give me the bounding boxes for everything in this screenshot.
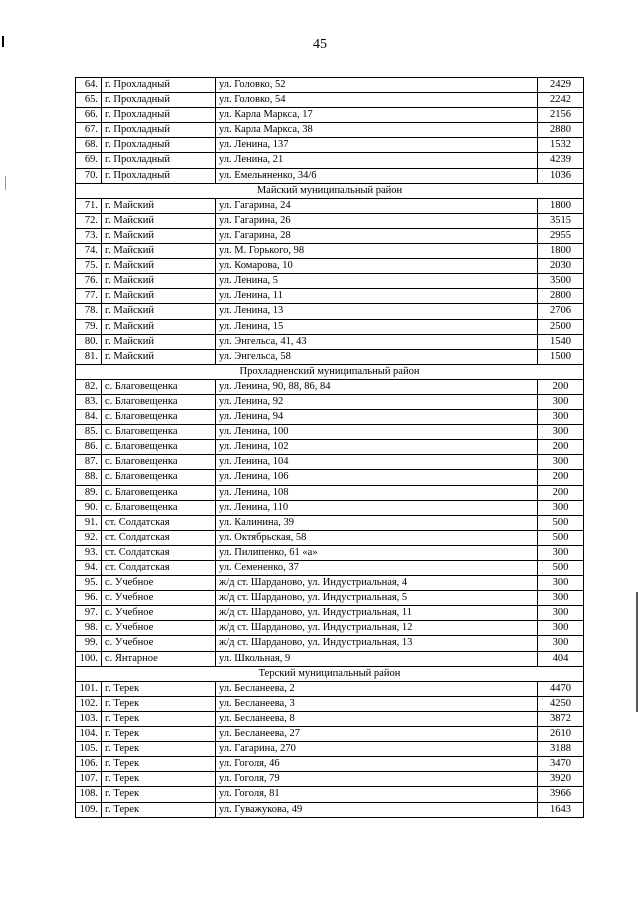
row-number: 95. [76, 576, 102, 591]
locality-cell: г. Прохладный [102, 93, 216, 108]
value-cell: 300 [538, 606, 584, 621]
value-cell: 2955 [538, 228, 584, 243]
locality-cell: ст. Солдатская [102, 561, 216, 576]
table-row [76, 410, 584, 425]
row-number: 66. [76, 108, 102, 123]
row-number: 108. [76, 787, 102, 802]
address-cell: ул. Ленина, 104 [216, 455, 538, 470]
value-cell: 300 [538, 591, 584, 606]
value-cell: 1036 [538, 168, 584, 183]
value-cell: 500 [538, 561, 584, 576]
value-cell: 1540 [538, 334, 584, 349]
address-cell: ул. Семененко, 37 [216, 561, 538, 576]
address-cell: ул. Ленина, 90, 88, 86, 84 [216, 379, 538, 394]
section-title: Терский муниципальный район [76, 666, 584, 681]
value-cell: 500 [538, 530, 584, 545]
locality-cell: г. Майский [102, 228, 216, 243]
value-cell: 4470 [538, 681, 584, 696]
address-cell: ул. Октябрьская, 58 [216, 530, 538, 545]
locality-cell: г. Терек [102, 696, 216, 711]
locality-cell: с. Благовещенка [102, 500, 216, 515]
row-number: 101. [76, 681, 102, 696]
table-row [76, 228, 584, 243]
locality-cell: г. Майский [102, 213, 216, 228]
table-row [76, 545, 584, 560]
locality-cell: с. Благовещенка [102, 485, 216, 500]
address-cell: ул. Энгельса, 41, 43 [216, 334, 538, 349]
locality-cell: с. Учебное [102, 636, 216, 651]
table-row [76, 727, 584, 742]
locality-cell: с. Благовещенка [102, 394, 216, 409]
locality-cell: г. Прохладный [102, 138, 216, 153]
address-cell: ул. Гагарина, 26 [216, 213, 538, 228]
table-row [76, 711, 584, 726]
row-number: 100. [76, 651, 102, 666]
row-number: 109. [76, 802, 102, 817]
address-cell: ул. Ленина, 108 [216, 485, 538, 500]
section-title: Прохладненский муниципальный район [76, 364, 584, 379]
table-row [76, 274, 584, 289]
table-row [76, 515, 584, 530]
row-number: 97. [76, 606, 102, 621]
locality-cell: г. Терек [102, 787, 216, 802]
row-number: 70. [76, 168, 102, 183]
row-number: 106. [76, 757, 102, 772]
table-row [76, 757, 584, 772]
table-row [76, 138, 584, 153]
address-cell: ул. Ленина, 13 [216, 304, 538, 319]
row-number: 99. [76, 636, 102, 651]
section-header-row [76, 666, 584, 681]
row-number: 76. [76, 274, 102, 289]
value-cell: 300 [538, 545, 584, 560]
row-number: 96. [76, 591, 102, 606]
address-cell: ул. Гоголя, 79 [216, 772, 538, 787]
table-row [76, 108, 584, 123]
table-row [76, 561, 584, 576]
address-cell: ул. Гоголя, 81 [216, 787, 538, 802]
row-number: 68. [76, 138, 102, 153]
locality-cell: г. Прохладный [102, 168, 216, 183]
locality-cell: г. Прохладный [102, 78, 216, 93]
table-row [76, 636, 584, 651]
table-row [76, 289, 584, 304]
locality-cell: с. Благовещенка [102, 440, 216, 455]
table-row [76, 425, 584, 440]
row-number: 103. [76, 711, 102, 726]
section-header-row [76, 183, 584, 198]
locality-cell: ст. Солдатская [102, 545, 216, 560]
locality-cell: г. Прохладный [102, 108, 216, 123]
locality-cell: г. Прохладный [102, 123, 216, 138]
scan-mark-left-faint [5, 176, 6, 190]
table-row [76, 802, 584, 817]
locality-cell: с. Учебное [102, 591, 216, 606]
table-row [76, 530, 584, 545]
value-cell: 404 [538, 651, 584, 666]
table-row [76, 742, 584, 757]
address-cell: ул. Ленина, 106 [216, 470, 538, 485]
locality-cell: г. Майский [102, 334, 216, 349]
address-cell: ж/д ст. Шарданово, ул. Индустриальная, 4 [216, 576, 538, 591]
table-row [76, 651, 584, 666]
locality-cell: с. Благовещенка [102, 425, 216, 440]
registry-table [75, 77, 584, 818]
locality-cell: г. Майский [102, 244, 216, 259]
value-cell: 2030 [538, 259, 584, 274]
address-cell: ж/д ст. Шарданово, ул. Индустриальная, 13 [216, 636, 538, 651]
address-cell: ул. Энгельса, 58 [216, 349, 538, 364]
row-number: 104. [76, 727, 102, 742]
table-row [76, 198, 584, 213]
value-cell: 3188 [538, 742, 584, 757]
address-cell: ул. Ленина, 137 [216, 138, 538, 153]
locality-cell: с. Благовещенка [102, 410, 216, 425]
address-cell: ул. Бесланеева, 27 [216, 727, 538, 742]
value-cell: 2156 [538, 108, 584, 123]
address-cell: ул. Ленина, 94 [216, 410, 538, 425]
row-number: 105. [76, 742, 102, 757]
row-number: 92. [76, 530, 102, 545]
address-cell: ул. Ленина, 11 [216, 289, 538, 304]
locality-cell: с. Учебное [102, 606, 216, 621]
value-cell: 3500 [538, 274, 584, 289]
address-cell: ул. Гагарина, 24 [216, 198, 538, 213]
value-cell: 2429 [538, 78, 584, 93]
address-cell: ул. Бесланеева, 3 [216, 696, 538, 711]
row-number: 78. [76, 304, 102, 319]
address-cell: ул. Гагарина, 28 [216, 228, 538, 243]
value-cell: 4239 [538, 153, 584, 168]
address-cell: ул. Ленина, 5 [216, 274, 538, 289]
address-cell: ул. Головко, 52 [216, 78, 538, 93]
row-number: 87. [76, 455, 102, 470]
page-number: 45 [313, 37, 327, 52]
row-number: 107. [76, 772, 102, 787]
row-number: 77. [76, 289, 102, 304]
row-number: 80. [76, 334, 102, 349]
value-cell: 300 [538, 636, 584, 651]
value-cell: 300 [538, 394, 584, 409]
value-cell: 300 [538, 500, 584, 515]
value-cell: 200 [538, 470, 584, 485]
row-number: 69. [76, 153, 102, 168]
locality-cell: г. Терек [102, 772, 216, 787]
locality-cell: г. Майский [102, 349, 216, 364]
table-body [76, 78, 584, 818]
value-cell: 500 [538, 515, 584, 530]
value-cell: 3470 [538, 757, 584, 772]
table-row [76, 772, 584, 787]
locality-cell: с. Янтарное [102, 651, 216, 666]
table-row [76, 455, 584, 470]
table-row [76, 440, 584, 455]
row-number: 91. [76, 515, 102, 530]
table-row [76, 78, 584, 93]
table-row [76, 123, 584, 138]
address-cell: ул. Карла Маркса, 17 [216, 108, 538, 123]
row-number: 65. [76, 93, 102, 108]
row-number: 71. [76, 198, 102, 213]
table-row [76, 213, 584, 228]
value-cell: 2880 [538, 123, 584, 138]
value-cell: 2500 [538, 319, 584, 334]
value-cell: 3515 [538, 213, 584, 228]
row-number: 67. [76, 123, 102, 138]
table-row [76, 319, 584, 334]
scan-mark-left [2, 36, 4, 47]
value-cell: 3966 [538, 787, 584, 802]
address-cell: ул. Гоголя, 46 [216, 757, 538, 772]
value-cell: 4250 [538, 696, 584, 711]
row-number: 90. [76, 500, 102, 515]
row-number: 94. [76, 561, 102, 576]
locality-cell: г. Терек [102, 802, 216, 817]
table-row [76, 168, 584, 183]
address-cell: ул. Ленина, 92 [216, 394, 538, 409]
address-cell: ул. Карла Маркса, 38 [216, 123, 538, 138]
address-cell: ж/д ст. Шарданово, ул. Индустриальная, 11 [216, 606, 538, 621]
address-cell: ул. Гуважукова, 49 [216, 802, 538, 817]
address-cell: ул. Ленина, 15 [216, 319, 538, 334]
table-row [76, 500, 584, 515]
locality-cell: с. Благовещенка [102, 379, 216, 394]
row-number: 72. [76, 213, 102, 228]
locality-cell: г. Терек [102, 727, 216, 742]
locality-cell: с. Благовещенка [102, 470, 216, 485]
locality-cell: г. Майский [102, 319, 216, 334]
table-row [76, 787, 584, 802]
value-cell: 2800 [538, 289, 584, 304]
address-cell: ж/д ст. Шарданово, ул. Индустриальная, 5 [216, 591, 538, 606]
table-row [76, 334, 584, 349]
address-cell: ул. Школьная, 9 [216, 651, 538, 666]
table-row [76, 244, 584, 259]
value-cell: 2610 [538, 727, 584, 742]
table-row [76, 153, 584, 168]
table-row [76, 470, 584, 485]
address-cell: ул. Бесланеева, 8 [216, 711, 538, 726]
value-cell: 300 [538, 576, 584, 591]
row-number: 81. [76, 349, 102, 364]
row-number: 85. [76, 425, 102, 440]
row-number: 93. [76, 545, 102, 560]
value-cell: 300 [538, 621, 584, 636]
locality-cell: г. Терек [102, 681, 216, 696]
locality-cell: г. Майский [102, 304, 216, 319]
address-cell: ул. М. Горького, 98 [216, 244, 538, 259]
row-number: 74. [76, 244, 102, 259]
section-title: Майский муниципальный район [76, 183, 584, 198]
value-cell: 1800 [538, 198, 584, 213]
table-row [76, 485, 584, 500]
address-cell: ул. Емельяненко, 34/6 [216, 168, 538, 183]
locality-cell: г. Прохладный [102, 153, 216, 168]
table-row [76, 93, 584, 108]
row-number: 102. [76, 696, 102, 711]
value-cell: 1500 [538, 349, 584, 364]
locality-cell: г. Майский [102, 274, 216, 289]
address-cell: ул. Пилипенко, 61 «а» [216, 545, 538, 560]
address-cell: ул. Головко, 54 [216, 93, 538, 108]
row-number: 88. [76, 470, 102, 485]
address-cell: ул. Калинина, 39 [216, 515, 538, 530]
value-cell: 2706 [538, 304, 584, 319]
value-cell: 3872 [538, 711, 584, 726]
locality-cell: г. Терек [102, 757, 216, 772]
row-number: 82. [76, 379, 102, 394]
address-cell: ул. Бесланеева, 2 [216, 681, 538, 696]
table-row [76, 591, 584, 606]
address-cell: ж/д ст. Шарданово, ул. Индустриальная, 12 [216, 621, 538, 636]
table-row [76, 621, 584, 636]
table-row [76, 349, 584, 364]
row-number: 73. [76, 228, 102, 243]
value-cell: 200 [538, 379, 584, 394]
locality-cell: ст. Солдатская [102, 515, 216, 530]
value-cell: 200 [538, 440, 584, 455]
row-number: 89. [76, 485, 102, 500]
address-cell: ул. Ленина, 21 [216, 153, 538, 168]
locality-cell: г. Терек [102, 711, 216, 726]
table-row [76, 576, 584, 591]
value-cell: 300 [538, 455, 584, 470]
row-number: 64. [76, 78, 102, 93]
locality-cell: с. Учебное [102, 576, 216, 591]
address-cell: ул. Ленина, 110 [216, 500, 538, 515]
locality-cell: г. Майский [102, 289, 216, 304]
address-cell: ул. Гагарина, 270 [216, 742, 538, 757]
table-row [76, 304, 584, 319]
table-row [76, 259, 584, 274]
table-row [76, 379, 584, 394]
address-cell: ул. Комарова, 10 [216, 259, 538, 274]
row-number: 84. [76, 410, 102, 425]
address-cell: ул. Ленина, 102 [216, 440, 538, 455]
locality-cell: с. Учебное [102, 621, 216, 636]
table-row [76, 696, 584, 711]
locality-cell: ст. Солдатская [102, 530, 216, 545]
table-row [76, 394, 584, 409]
row-number: 75. [76, 259, 102, 274]
value-cell: 3920 [538, 772, 584, 787]
value-cell: 200 [538, 485, 584, 500]
row-number: 86. [76, 440, 102, 455]
locality-cell: г. Майский [102, 198, 216, 213]
section-header-row [76, 364, 584, 379]
row-number: 98. [76, 621, 102, 636]
value-cell: 1643 [538, 802, 584, 817]
locality-cell: г. Майский [102, 259, 216, 274]
value-cell: 300 [538, 410, 584, 425]
row-number: 79. [76, 319, 102, 334]
value-cell: 300 [538, 425, 584, 440]
value-cell: 1532 [538, 138, 584, 153]
locality-cell: с. Благовещенка [102, 455, 216, 470]
table-row [76, 606, 584, 621]
address-cell: ул. Ленина, 100 [216, 425, 538, 440]
value-cell: 1800 [538, 244, 584, 259]
value-cell: 2242 [538, 93, 584, 108]
row-number: 83. [76, 394, 102, 409]
scan-mark-right [636, 592, 638, 712]
locality-cell: г. Терек [102, 742, 216, 757]
table-row [76, 681, 584, 696]
